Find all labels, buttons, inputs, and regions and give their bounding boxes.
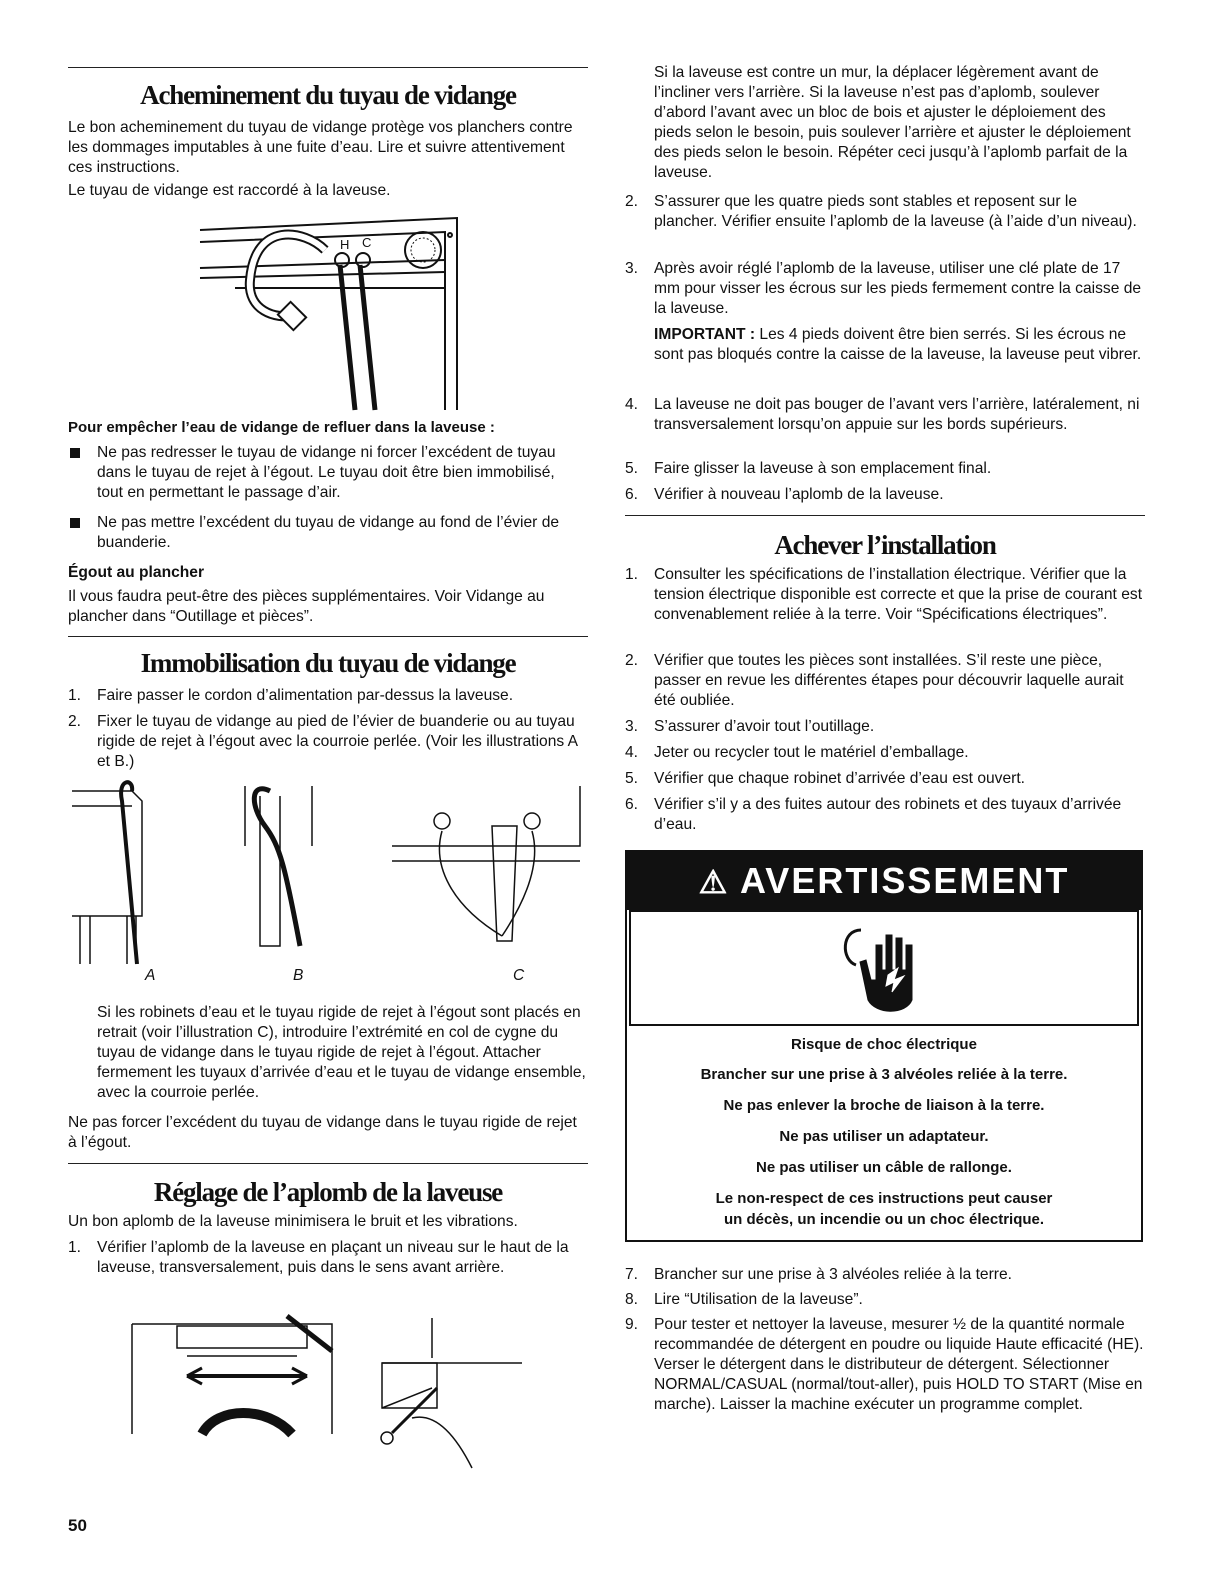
list-item: Jeter ou recycler tout le matériel d’emballage. bbox=[654, 744, 969, 761]
list-number: 5. bbox=[625, 460, 639, 477]
illustration-b-standpipe bbox=[240, 786, 320, 951]
warning-line: Ne pas utiliser un câble de rallonge. bbox=[756, 1159, 1012, 1176]
warning-line: Le non-respect de ces instructions peut causer bbox=[715, 1190, 1053, 1207]
list-item: Brancher sur une prise à 3 alvéoles reliée à la terre. bbox=[654, 1266, 1012, 1283]
important-text: Les 4 pieds doivent être bien serrés. Si les écrous ne sont pas bloqués contre la caisse de la laveuse, la laveuse peut vibrer. bbox=[654, 326, 1142, 363]
hot-label: H bbox=[340, 237, 350, 252]
bullet-icon bbox=[70, 518, 80, 528]
list-number: 2. bbox=[625, 193, 639, 210]
illustration-c-recessed-box bbox=[392, 786, 582, 951]
subheading: Pour empêcher l’eau de vidange de refluer dans la laveuse : bbox=[68, 419, 495, 436]
list-number: 3. bbox=[625, 718, 639, 735]
label-b: B bbox=[293, 967, 304, 984]
list-number: 1. bbox=[68, 687, 82, 704]
electric-shock-hand-icon bbox=[836, 920, 936, 1020]
list-item: Vérifier que chaque robinet d’arrivée d’eau est ouvert. bbox=[654, 770, 1026, 787]
paragraph: Le bon acheminement du tuyau de vidange protège vos planchers contre les dommages imputables à une fuite d’eau. Lire et suivre attentivement ces instructions. bbox=[68, 119, 573, 176]
bullet-text: Ne pas mettre l’excédent du tuyau de vidange au fond de l’évier de buanderie. bbox=[97, 514, 560, 551]
warning-line: Ne pas utiliser un adaptateur. bbox=[779, 1128, 989, 1145]
list-item: Faire passer le cordon d’alimentation par-dessus la laveuse. bbox=[97, 687, 514, 704]
section-divider bbox=[625, 515, 1145, 516]
label-a: A bbox=[145, 967, 156, 984]
list-item: Vérifier que toutes les pièces sont installées. S’il reste une pièce, passer en revue les différentes étapes pour découvrir laquelle aurait été oubliée. bbox=[654, 652, 1124, 709]
section-title-drain-routing: Acheminement du tuyau de vidange bbox=[140, 80, 516, 110]
list-number: 2. bbox=[625, 652, 639, 669]
list-number: 7. bbox=[625, 1266, 639, 1283]
floor-drain-heading: Égout au plancher bbox=[68, 564, 205, 581]
warning-triangle-icon: ⚠ bbox=[698, 864, 730, 900]
paragraph: Si la laveuse est contre un mur, la déplacer légèrement avant de l’incliner vers l’arrière. Si la laveuse n’est pas d’aplomb, soulever d’abord l’avant avec un bloc de bois et ajuster le déploiement des pieds selon le besoin, puis soulever l’arrière et ajuster le déploiement des pieds selon le besoin. Répéter ceci jusqu’à l’aplomb parfait de la laveuse. bbox=[654, 64, 1131, 181]
list-item: Pour tester et nettoyer la laveuse, mesurer ½ de la quantité normale recommandée de détergent en poudre ou liquide Haute efficacité (HE). Verser le détergent dans le distributeur de détergent. Sélectionner NORMAL/CASUAL (normal/tout-aller), puis HOLD TO START (Mise en marche). Laisser la machine exécuter un programme complet. bbox=[654, 1316, 1144, 1413]
warning-header bbox=[627, 852, 1141, 910]
paragraph: Si les robinets d’eau et le tuyau rigide de rejet à l’égout sont placés en retrait (voir l’illustration C), introduire l’extrémité en col de cygne du tuyau de vidange dans le tuyau rigide de rejet à l’égout. Attacher fermement les tuyaux d’arrivée d’eau et le tuyau de vidange ensemble, avec la courroie perlée. bbox=[97, 1004, 586, 1101]
list-item: S’assurer d’avoir tout l’outillage. bbox=[654, 718, 875, 735]
list-number: 3. bbox=[625, 260, 639, 277]
list-number: 8. bbox=[625, 1291, 639, 1308]
paragraph: Ne pas forcer l’excédent du tuyau de vidange dans le tuyau rigide de rejet à l’égout. bbox=[68, 1114, 577, 1151]
list-number: 6. bbox=[625, 796, 639, 813]
paragraph: Il vous faudra peut-être des pièces supplémentaires. Voir Vidange au plancher dans “Outillage et pièces”. bbox=[68, 588, 545, 625]
warning-box bbox=[625, 850, 1143, 1242]
list-item: Faire glisser la laveuse à son emplacement final. bbox=[654, 460, 992, 477]
list-item: La laveuse ne doit pas bouger de l’avant vers l’arrière, latéralement, ni transversalement lorsqu’on appuie sur les bords supérieurs. bbox=[654, 396, 1140, 433]
list-number: 9. bbox=[625, 1316, 639, 1333]
list-item: Vérifier l’aplomb de la laveuse en plaçant un niveau sur le haut de la laveuse, transversalement, puis dans le sens avant arrière. bbox=[97, 1239, 569, 1276]
page-number: 50 bbox=[68, 1516, 87, 1535]
list-item: Consulter les spécifications de l’installation électrique. Vérifier que la tension électrique disponible est correcte et que la prise de courant est convenablement reliée à la terre. Voir “Spécifications électriques”. bbox=[654, 566, 1143, 623]
list-number: 5. bbox=[625, 770, 639, 787]
warning-line: Ne pas enlever la broche de liaison à la terre. bbox=[723, 1097, 1045, 1114]
bullet-icon bbox=[70, 448, 80, 458]
bullet-text: Ne pas redresser le tuyau de vidange ni forcer l’excédent de tuyau dans le tuyau de rejet à l’égout. Le tuyau doit être bien immobilisé, tout en permettant le passage d’air. bbox=[97, 444, 556, 501]
section-divider bbox=[68, 636, 588, 637]
warning-line: Risque de choc électrique bbox=[791, 1036, 977, 1053]
drain-hose-illustration bbox=[195, 210, 465, 410]
list-item: Après avoir réglé l’aplomb de la laveuse, utiliser une clé plate de 17 mm pour visser les écrous sur les pieds fermement contre la caisse de la laveuse. bbox=[654, 260, 1142, 317]
section-title-securing-hose: Immobilisation du tuyau de vidange bbox=[140, 648, 516, 678]
list-item: Lire “Utilisation de la laveuse”. bbox=[654, 1291, 863, 1308]
section-divider bbox=[68, 67, 588, 68]
list-number: 6. bbox=[625, 486, 639, 503]
list-item: S’assurer que les quatre pieds sont stables et reposent sur le plancher. Vérifier ensuite l’aplomb de la laveuse (à l’aide d’un niveau). bbox=[654, 193, 1137, 230]
cold-label: C bbox=[362, 235, 372, 250]
list-number: 4. bbox=[625, 396, 639, 413]
section-title-leveling: Réglage de l’aplomb de la laveuse bbox=[153, 1177, 503, 1207]
illustration-a-laundry-tub bbox=[72, 786, 192, 966]
section-title-complete-installation: Achever l’installation bbox=[774, 530, 996, 560]
paragraph: Le tuyau de vidange est raccordé à la laveuse. bbox=[68, 182, 391, 199]
list-number: 2. bbox=[68, 713, 82, 730]
warning-line: Brancher sur une prise à 3 alvéoles reliée à la terre. bbox=[700, 1066, 1068, 1083]
label-c: C bbox=[513, 967, 525, 984]
leveling-illustration bbox=[127, 1316, 347, 1436]
list-number: 1. bbox=[68, 1239, 82, 1256]
list-number: 4. bbox=[625, 744, 639, 761]
important-label: IMPORTANT : bbox=[654, 326, 756, 343]
warning-title: AVERTISSEMENT bbox=[739, 860, 1070, 901]
warning-pictogram-box bbox=[629, 910, 1139, 1026]
list-number: 1. bbox=[625, 566, 639, 583]
paragraph: Un bon aplomb de la laveuse minimisera le bruit et les vibrations. bbox=[68, 1213, 518, 1230]
warning-line: un décès, un incendie ou un choc électrique. bbox=[723, 1211, 1045, 1228]
section-divider bbox=[68, 1163, 588, 1164]
list-item: Fixer le tuyau de vidange au pied de l’évier de buanderie ou au tuyau rigide de rejet à l’égout avec la courroie perlée. (Voir les illustrations A et B.) bbox=[97, 713, 578, 770]
foot-adjustment-illustration bbox=[372, 1318, 532, 1478]
important-note bbox=[654, 325, 1144, 365]
list-item: Vérifier à nouveau l’aplomb de la laveuse. bbox=[654, 486, 944, 503]
list-item: Vérifier s’il y a des fuites autour des robinets et des tuyaux d’arrivée d’eau. bbox=[654, 796, 1122, 833]
